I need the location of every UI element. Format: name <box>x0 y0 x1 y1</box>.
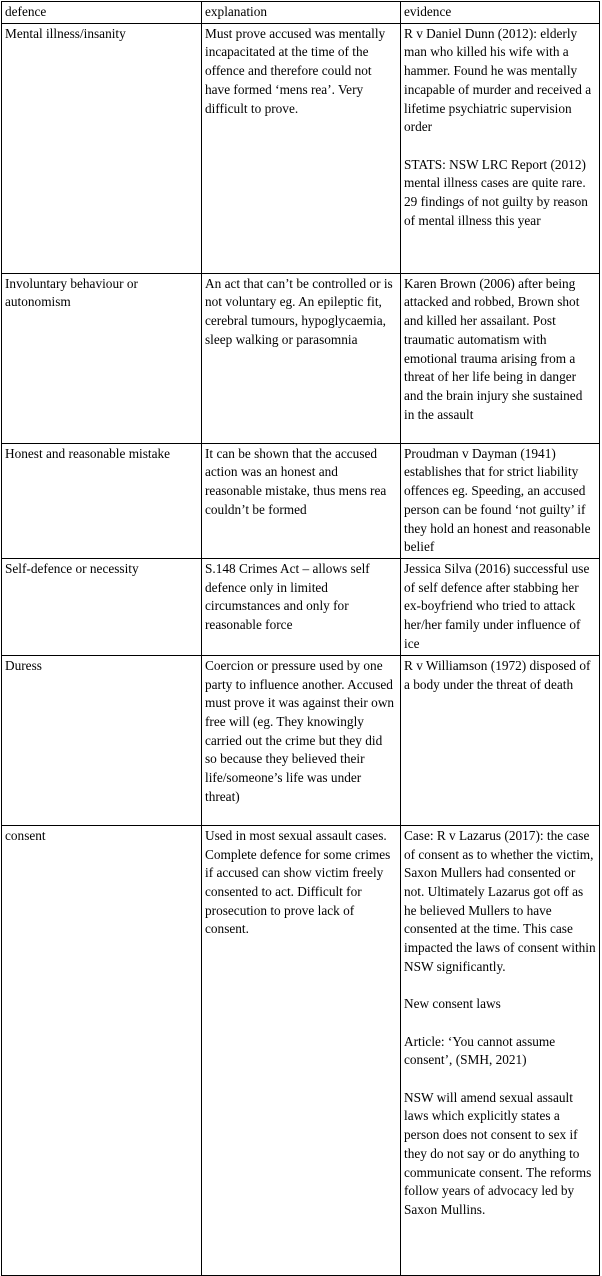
evidence-cell <box>401 558 600 655</box>
explanation-cell: Coercion or pressure used by one party to influence another. Accused must prove it was against their own free will (eg. They knowingly carried out the crime but they did so because they believed their life/someone’s life was under threat) <box>202 655 401 825</box>
evidence-cell <box>401 443 600 558</box>
header-explanation: explanation <box>202 2 401 24</box>
defence-cell: Involuntary behaviour or autonomism <box>2 273 202 443</box>
explanation-cell: Must prove accused was mentally incapacitated at the time of the offence and therefore could not have formed ‘mens rea’. Very difficult to prove. <box>202 23 401 273</box>
defence-cell: Duress <box>2 655 202 825</box>
header-defence: defence <box>2 2 202 24</box>
table-row <box>2 273 600 443</box>
evidence-paragraph: NSW will amend sexual assault laws which explicitly states a person does not consent to sex if they do not say or do anything to communicate consent. The reforms follow years of advocacy led by Saxon Mullins. <box>404 1089 592 1217</box>
evidence-paragraph: Jessica Silva (2016) successful use of self defence after stabbing her ex-boyfriend who tried to attack her/her family under influence of ice <box>404 560 590 651</box>
evidence-paragraph: Case: R v Lazarus (2017): the case of consent as to whether the victim, Saxon Mullers had consented or not. Ultimately Lazarus got off as he believed Mullers to have consented at the time. This case impacted the laws of consent within NSW significantly. <box>404 827 596 974</box>
evidence-cell <box>401 825 600 1275</box>
explanation-cell: S.148 Crimes Act – allows self defence only in limited circumstances and only for reasonable force <box>202 558 401 655</box>
table-row <box>2 655 600 825</box>
table-row <box>2 825 600 1275</box>
defence-cell: Mental illness/insanity <box>2 23 202 273</box>
header-evidence: evidence <box>401 2 600 24</box>
table-row <box>2 558 600 655</box>
evidence-cell <box>401 273 600 443</box>
explanation-cell: An act that can’t be controlled or is not voluntary eg. An epileptic fit, cerebral tumours, hypoglycaemia, sleep walking or parasomnia <box>202 273 401 443</box>
evidence-paragraph: Karen Brown (2006) after being attacked and robbed, Brown shot and killed her assailant. Post traumatic automatism with emotional trauma arising from a threat of her life being in danger and the brain injury she sustained in the assault <box>404 275 583 422</box>
evidence-paragraph: Proudman v Dayman (1941) establishes that for strict liability offences eg. Speeding, an accused person can be found ‘not guilty’ if they hold an honest and reasonable belief <box>404 445 591 555</box>
evidence-paragraph: New consent laws <box>404 996 501 1012</box>
explanation-cell: Used in most sexual assault cases. Complete defence for some crimes if accused can show victim freely consented to act. Difficult for prosecution to prove lack of consent. <box>202 825 401 1275</box>
evidence-paragraph: R v Daniel Dunn (2012): elderly man who killed his wife with a hammer. Found he was mentally incapable of murder and received a lifetime psychiatric supervision order <box>404 25 592 135</box>
table-row <box>2 23 600 273</box>
defence-cell: Self-defence or necessity <box>2 558 202 655</box>
defence-cell: Honest and reasonable mistake <box>2 443 202 558</box>
evidence-paragraph: R v Williamson (1972) disposed of a body under the threat of death <box>404 657 591 692</box>
header-row <box>2 2 600 24</box>
explanation-cell: It can be shown that the accused action was an honest and reasonable mistake, thus mens rea couldn’t be formed <box>202 443 401 558</box>
defences-table <box>1 1 600 1276</box>
table-row <box>2 443 600 558</box>
evidence-cell <box>401 23 600 273</box>
defence-cell: consent <box>2 825 202 1275</box>
evidence-paragraph: STATS: NSW LRC Report (2012) mental illness cases are quite rare. 29 findings of not guilty by reason of mental illness this year <box>404 156 588 228</box>
evidence-cell <box>401 655 600 825</box>
evidence-paragraph: Article: ‘You cannot assume consent’, (SMH, 2021) <box>404 1033 556 1068</box>
